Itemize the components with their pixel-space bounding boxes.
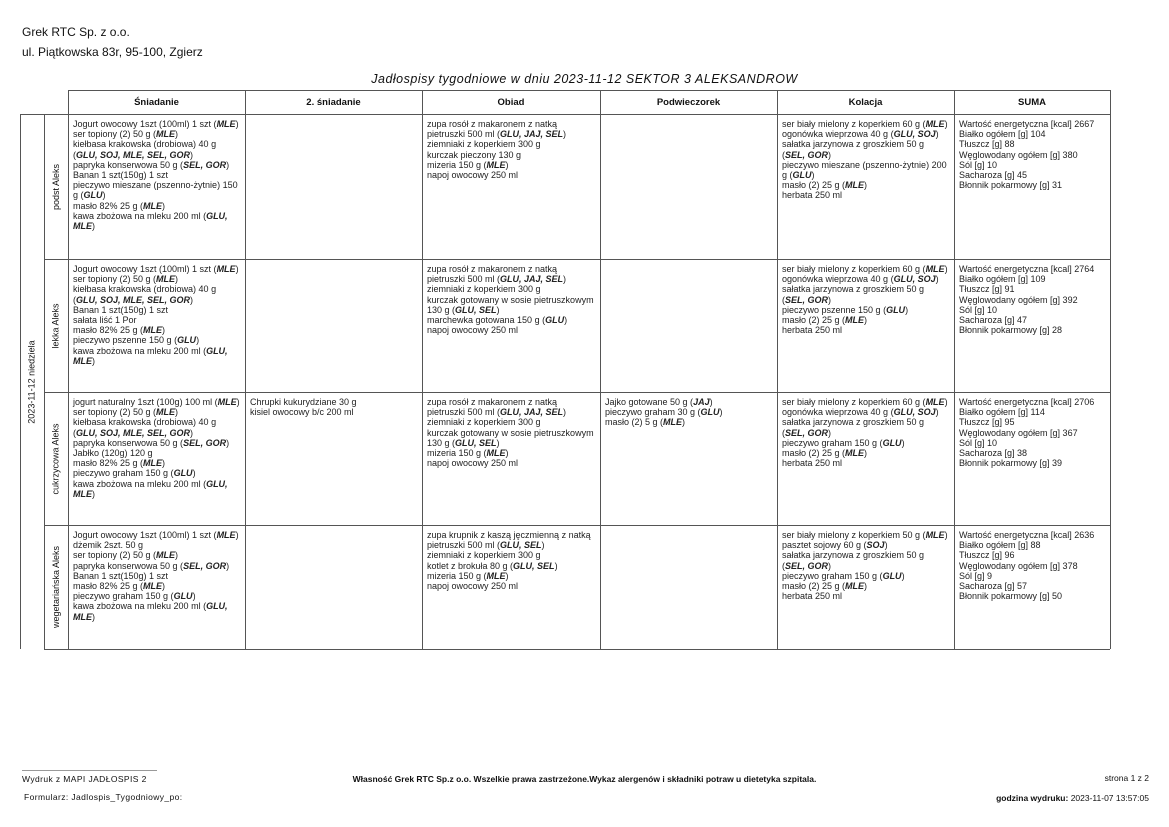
nutrition-value: Błonnik pokarmowy [g] 28 bbox=[959, 325, 1063, 336]
company-address: ul. Piątkowska 83r, 95-100, Zgierz bbox=[22, 45, 203, 59]
menu-item: sałatka jarzynowa z groszkiem 50 g (SEL, GOR) bbox=[782, 284, 925, 305]
cell-breakfast bbox=[68, 259, 245, 392]
allergen-codes: MLE bbox=[845, 180, 865, 191]
allergen-codes: MLE bbox=[217, 397, 237, 407]
column-header-lunch: Obiad bbox=[497, 96, 525, 108]
menu-item: kurczak gotowany w sosie pietruszkowym 130 g (GLU, SEL) bbox=[427, 294, 594, 315]
menu-item: Jabłko (120g) 120 g bbox=[73, 448, 153, 459]
menu-item: mizeria 150 g (MLE) bbox=[427, 159, 509, 170]
menu-item: Jajko gotowane 50 g (JAJ) bbox=[605, 397, 713, 407]
menu-item: ser biały mielony z koperkiem 60 g (MLE) bbox=[782, 264, 948, 274]
allergen-codes: MLE bbox=[925, 264, 945, 274]
menu-item: ser topiony (2) 50 g (MLE) bbox=[73, 407, 179, 418]
allergen-codes: MLE bbox=[845, 448, 865, 459]
nutrition-value: Węglowodany ogółem [g] 367 bbox=[959, 427, 1078, 438]
menu-item: napoj owocowy 250 ml bbox=[427, 458, 519, 469]
cell-second-breakfast bbox=[245, 114, 422, 259]
nutrition-value: Tłuszcz [g] 96 bbox=[959, 550, 1015, 561]
allergen-codes: SEL, GOR bbox=[785, 294, 829, 305]
allergen-codes: SEL, GOR bbox=[183, 159, 227, 170]
company-name: Grek RTC Sp. z o.o. bbox=[22, 25, 130, 39]
diet-label bbox=[44, 525, 68, 649]
cell-lunch bbox=[422, 392, 600, 525]
allergen-codes: MLE bbox=[925, 397, 945, 407]
allergen-codes: MLE bbox=[143, 325, 163, 336]
nutrition-value: Białko ogółem [g] 109 bbox=[959, 274, 1046, 285]
menu-item: masło (2) 25 g (MLE) bbox=[782, 581, 868, 592]
nutrition-value: Tłuszcz [g] 95 bbox=[959, 417, 1015, 428]
allergen-codes: GLU bbox=[83, 190, 103, 201]
allergen-codes: GLU, MLE bbox=[73, 210, 228, 232]
diet-label-text: lekka Aleks bbox=[51, 302, 61, 349]
menu-item: sałatka jarzynowa z groszkiem 50 g (SEL, GOR) bbox=[782, 139, 925, 160]
nutrition-value: Białko ogółem [g] 88 bbox=[959, 540, 1041, 551]
allergen-codes: MLE bbox=[143, 200, 163, 211]
menu-item: pieczywo graham 150 g (GLU) bbox=[73, 591, 196, 602]
nutrition-value: Sacharoza [g] 45 bbox=[959, 170, 1028, 181]
allergen-codes: GLU, SOJ bbox=[893, 274, 936, 285]
menu-item: zupa rosół z makaronem z natką pietruszki 500 ml (GLU, JAJ, SEL) bbox=[427, 119, 567, 140]
nutrition-value: Węglowodany ogółem [g] 380 bbox=[959, 149, 1078, 160]
diet-label bbox=[44, 114, 68, 259]
menu-item: ogonówka wieprzowa 40 g (GLU, SOJ) bbox=[782, 274, 939, 285]
allergen-codes: GLU, JAJ, SEL bbox=[500, 407, 564, 418]
allergen-codes: GLU, JAJ, SEL bbox=[500, 129, 564, 140]
table-grid-line bbox=[1110, 90, 1111, 649]
cell-afternoon-snack bbox=[600, 392, 777, 525]
menu-item: kawa zbożowa na mleku 200 ml (GLU, MLE) bbox=[73, 601, 228, 622]
cell-lunch bbox=[422, 114, 600, 259]
menu-item: ser biały mielony z koperkiem 50 g (MLE) bbox=[782, 530, 948, 540]
menu-item: Jogurt owocowy 1szt (100ml) 1 szt (MLE) bbox=[73, 264, 239, 274]
column-header-breakfast: Śniadanie bbox=[134, 96, 179, 108]
nutrition-value: Sól [g] 10 bbox=[959, 159, 998, 170]
allergen-codes: SOJ bbox=[866, 540, 885, 551]
menu-item: napoj owocowy 250 ml bbox=[427, 581, 519, 592]
menu-item: mizeria 150 g (MLE) bbox=[427, 570, 509, 581]
cell-afternoon-snack bbox=[600, 259, 777, 392]
cell-afternoon-snack bbox=[600, 525, 777, 649]
cell-afternoon-snack bbox=[600, 114, 777, 259]
menu-item: ser topiony (2) 50 g (MLE) bbox=[73, 274, 179, 285]
menu-item: Banan 1 szt(150g) 1 szt bbox=[73, 170, 169, 181]
nutrition-value: Sacharoza [g] 47 bbox=[959, 315, 1028, 326]
menu-item: pieczywo graham 30 g (GLU) bbox=[605, 407, 723, 418]
allergen-codes: SEL, GOR bbox=[183, 437, 227, 448]
menu-item: ogonówka wieprzowa 40 g (GLU, SOJ) bbox=[782, 129, 939, 140]
allergen-codes: SEL, GOR bbox=[785, 560, 829, 571]
allergen-codes: GLU, MLE bbox=[73, 601, 228, 622]
menu-item: zupa rosół z makaronem z natką pietruszki 500 ml (GLU, JAJ, SEL) bbox=[427, 264, 567, 285]
nutrition-value: Sól [g] 10 bbox=[959, 437, 998, 448]
cell-second-breakfast bbox=[245, 525, 422, 649]
diet-label-text: wegetariańska Aleks bbox=[51, 545, 62, 629]
nutrition-value: Sól [g] 9 bbox=[959, 570, 993, 581]
allergen-codes: GLU bbox=[792, 170, 812, 181]
nutrition-value: Białko ogółem [g] 104 bbox=[959, 129, 1046, 140]
allergen-codes: GLU bbox=[177, 335, 197, 346]
menu-item: Chrupki kukurydziane 30 g bbox=[250, 397, 357, 407]
menu-item: Banan 1 szt(150g) 1 szt bbox=[73, 570, 169, 581]
allergen-codes: MLE bbox=[143, 581, 163, 592]
menu-item: ziemniaki z koperkiem 300 g bbox=[427, 284, 541, 295]
cell-dinner bbox=[777, 392, 954, 525]
nutrition-value: Błonnik pokarmowy [g] 39 bbox=[959, 458, 1063, 469]
allergen-codes: GLU, SEL bbox=[513, 560, 555, 571]
menu-item: masło (2) 25 g (MLE) bbox=[782, 315, 868, 326]
menu-item: ziemniaki z koperkiem 300 g bbox=[427, 550, 541, 561]
printed-by: Wydruk z MAPI JADŁOSPIS 2 bbox=[22, 774, 147, 784]
cell-lunch bbox=[422, 525, 600, 649]
nutrition-value: Wartość energetyczna [kcal] 2636 bbox=[959, 530, 1095, 540]
menu-item: kurczak gotowany w sosie pietruszkowym 130 g (GLU, SEL) bbox=[427, 427, 594, 448]
allergen-codes: GLU bbox=[700, 407, 720, 418]
nutrition-value: Wartość energetyczna [kcal] 2667 bbox=[959, 119, 1095, 129]
column-header-second-breakfast: 2. śniadanie bbox=[306, 96, 361, 108]
page-title: Jadłospisy tygodniowe w dniu 2023-11-12 SEKTOR 3 ALEKSANDROW bbox=[371, 72, 798, 86]
cell-breakfast bbox=[68, 114, 245, 259]
menu-item: masło (2) 5 g (MLE) bbox=[605, 417, 686, 428]
cell-second-breakfast bbox=[245, 259, 422, 392]
menu-item: napoj owocowy 250 ml bbox=[427, 325, 519, 336]
cell-sum bbox=[954, 392, 1110, 525]
menu-item: masło 82% 25 g (MLE) bbox=[73, 325, 166, 336]
diet-label bbox=[44, 259, 68, 392]
menu-item: pieczywo mieszane (pszenno-żytnie) 150 g (GLU) bbox=[73, 180, 238, 201]
menu-item: napoj owocowy 250 ml bbox=[427, 170, 519, 181]
menu-item: kiełbasa krakowska (drobiowa) 40 g (GLU, SOJ, MLE, SEL, GOR) bbox=[73, 417, 217, 438]
cell-breakfast bbox=[68, 392, 245, 525]
allergen-codes: GLU, SOJ, MLE, SEL, GOR bbox=[76, 294, 191, 305]
allergen-codes: GLU, SOJ, MLE, SEL, GOR bbox=[76, 427, 191, 438]
menu-item: papryka konserwowa 50 g (SEL, GOR) bbox=[73, 560, 230, 571]
allergen-codes: GLU bbox=[173, 591, 193, 602]
menu-item: masło (2) 25 g (MLE) bbox=[782, 448, 868, 459]
cell-sum bbox=[954, 525, 1110, 649]
nutrition-value: Tłuszcz [g] 88 bbox=[959, 139, 1015, 150]
menu-item: kawa zbożowa na mleku 200 ml (GLU, MLE) bbox=[73, 478, 228, 499]
menu-item: kiełbasa krakowska (drobiowa) 40 g (GLU, SOJ, MLE, SEL, GOR) bbox=[73, 139, 217, 160]
menu-item: dżemik 2szt. 50 g bbox=[73, 540, 144, 551]
allergen-codes: JAJ bbox=[693, 397, 710, 407]
menu-item: kawa zbożowa na mleku 200 ml (GLU, MLE) bbox=[73, 210, 228, 232]
menu-item: zupa rosół z makaronem z natką pietruszki 500 ml (GLU, JAJ, SEL) bbox=[427, 397, 567, 418]
menu-item: pieczywo graham 150 g (GLU) bbox=[782, 570, 905, 581]
menu-item: ziemniaki z koperkiem 300 g bbox=[427, 139, 541, 150]
cell-sum bbox=[954, 259, 1110, 392]
page-number: strona 1 z 2 bbox=[1104, 773, 1149, 783]
print-time-value: 2023-11-07 13:57:05 bbox=[1070, 793, 1149, 803]
menu-item: herbata 250 ml bbox=[782, 190, 843, 201]
allergen-codes: MLE bbox=[216, 530, 236, 540]
column-header-sum: SUMA bbox=[1018, 96, 1046, 108]
nutrition-value: Węglowodany ogółem [g] 392 bbox=[959, 294, 1078, 305]
nutrition-value: Węglowodany ogółem [g] 378 bbox=[959, 560, 1078, 571]
allergen-codes: GLU, SEL bbox=[455, 437, 497, 448]
allergen-codes: MLE bbox=[156, 274, 176, 285]
menu-item: mizeria 150 g (MLE) bbox=[427, 448, 509, 459]
menu-item: kawa zbożowa na mleku 200 ml (GLU, MLE) bbox=[73, 345, 228, 366]
allergen-codes: MLE bbox=[143, 458, 163, 469]
diet-label bbox=[44, 392, 68, 525]
menu-item: ziemniaki z koperkiem 300 g bbox=[427, 417, 541, 428]
menu-item: ser topiony (2) 50 g (MLE) bbox=[73, 550, 179, 561]
menu-item: Banan 1 szt(150g) 1 szt bbox=[73, 304, 169, 315]
menu-item: masło 82% 25 g (MLE) bbox=[73, 200, 166, 211]
menu-item: masło (2) 25 g (MLE) bbox=[782, 180, 868, 191]
menu-item: sałatka jarzynowa z groszkiem 50 g (SEL, GOR) bbox=[782, 550, 925, 571]
menu-item: ogonówka wieprzowa 40 g (GLU, SOJ) bbox=[782, 407, 939, 418]
nutrition-value: Sacharoza [g] 38 bbox=[959, 448, 1028, 459]
print-time-label: godzina wydruku: bbox=[996, 793, 1069, 803]
footer-divider bbox=[22, 770, 157, 771]
menu-item: herbata 250 ml bbox=[782, 591, 843, 602]
date-label-text: 2023-11-12 niedziela bbox=[27, 339, 37, 424]
allergen-codes: GLU bbox=[882, 570, 902, 581]
menu-item: kotlet z brokuła 80 g (GLU, SEL) bbox=[427, 560, 558, 571]
menu-item: marchewka gotowana 150 g (GLU) bbox=[427, 315, 568, 326]
cell-dinner bbox=[777, 259, 954, 392]
menu-item: pieczywo pszenne 150 g (GLU) bbox=[782, 304, 909, 315]
nutrition-value: Tłuszcz [g] 91 bbox=[959, 284, 1015, 295]
menu-item: papryka konserwowa 50 g (SEL, GOR) bbox=[73, 159, 230, 170]
allergen-codes: SEL, GOR bbox=[183, 560, 227, 571]
diet-label-text: podst Aleks bbox=[51, 163, 61, 210]
allergen-codes: MLE bbox=[486, 570, 506, 581]
nutrition-value: Białko ogółem [g] 114 bbox=[959, 407, 1045, 418]
cell-dinner bbox=[777, 525, 954, 649]
allergen-codes: GLU, SOJ bbox=[893, 129, 936, 140]
menu-table bbox=[20, 90, 1110, 649]
allergen-codes: GLU, SEL bbox=[455, 304, 497, 315]
menu-item: Jogurt owocowy 1szt (100ml) 1 szt (MLE) bbox=[73, 530, 239, 540]
copyright-notice: Własność Grek RTC Sp.z o.o. Wszelkie prawa zastrzeżone.Wykaz alergenów i składniki potraw u dietetyka szpitala. bbox=[352, 774, 817, 784]
allergen-codes: MLE bbox=[925, 119, 945, 129]
allergen-codes: GLU bbox=[173, 468, 193, 479]
allergen-codes: SEL, GOR bbox=[785, 427, 829, 438]
cell-dinner bbox=[777, 114, 954, 259]
allergen-codes: SEL, GOR bbox=[785, 149, 829, 160]
menu-item: herbata 250 ml bbox=[782, 325, 843, 336]
menu-item: pieczywo graham 150 g (GLU) bbox=[782, 437, 905, 448]
menu-item: kiełbasa krakowska (drobiowa) 40 g (GLU, SOJ, MLE, SEL, GOR) bbox=[73, 284, 217, 305]
allergen-codes: MLE bbox=[925, 530, 945, 540]
allergen-codes: GLU bbox=[545, 315, 565, 326]
allergen-codes: MLE bbox=[663, 417, 683, 428]
allergen-codes: MLE bbox=[845, 581, 865, 592]
menu-item: kisiel owocowy b/c 200 ml bbox=[250, 407, 354, 418]
form-name: Formularz: Jadlospis_Tygodniowy_po: bbox=[24, 792, 183, 802]
allergen-codes: MLE bbox=[156, 129, 176, 140]
menu-item: Jogurt owocowy 1szt (100ml) 1 szt (MLE) bbox=[73, 119, 239, 129]
allergen-codes: GLU bbox=[886, 304, 906, 315]
menu-item: herbata 250 ml bbox=[782, 458, 843, 469]
column-header-afternoon-snack: Podwieczorek bbox=[656, 96, 721, 108]
menu-item: pieczywo pszenne 150 g (GLU) bbox=[73, 335, 200, 346]
allergen-codes: GLU, JAJ, SEL bbox=[500, 274, 564, 285]
column-header-dinner: Kolacja bbox=[848, 96, 883, 108]
cell-sum bbox=[954, 114, 1110, 259]
menu-item: ser biały mielony z koperkiem 60 g (MLE) bbox=[782, 397, 948, 407]
allergen-codes: GLU, SEL bbox=[500, 540, 542, 551]
menu-item: sałatka jarzynowa z groszkiem 50 g (SEL, GOR) bbox=[782, 417, 925, 438]
cell-second-breakfast bbox=[245, 392, 422, 525]
allergen-codes: GLU, SOJ bbox=[893, 407, 936, 418]
allergen-codes: MLE bbox=[486, 448, 506, 459]
diet-label-text: cukrzycowa Aleks bbox=[51, 422, 61, 495]
allergen-codes: MLE bbox=[156, 407, 176, 418]
nutrition-value: Wartość energetyczna [kcal] 2764 bbox=[959, 264, 1095, 274]
menu-item: masło 82% 25 g (MLE) bbox=[73, 458, 166, 469]
allergen-codes: GLU, MLE bbox=[73, 478, 228, 499]
nutrition-value: Błonnik pokarmowy [g] 50 bbox=[959, 591, 1063, 602]
allergen-codes: GLU bbox=[882, 437, 902, 448]
table-grid-line bbox=[44, 649, 1110, 650]
allergen-codes: MLE bbox=[486, 159, 506, 170]
menu-item: pieczywo graham 150 g (GLU) bbox=[73, 468, 196, 479]
date-label bbox=[20, 114, 44, 649]
print-time bbox=[996, 793, 1149, 803]
menu-item: masło 82% 25 g (MLE) bbox=[73, 581, 166, 592]
cell-breakfast bbox=[68, 525, 245, 649]
menu-item: sałata liść 1 Por bbox=[73, 315, 137, 326]
allergen-codes: MLE bbox=[156, 550, 176, 561]
menu-item: papryka konserwowa 50 g (SEL, GOR) bbox=[73, 437, 230, 448]
menu-item: zupa krupnik z kaszą jęczmienną z natką pietruszki 500 ml (GLU, SEL) bbox=[427, 530, 591, 551]
allergen-codes: GLU, MLE bbox=[73, 345, 228, 366]
nutrition-value: Sacharoza [g] 57 bbox=[959, 581, 1028, 592]
allergen-codes: MLE bbox=[216, 119, 236, 129]
menu-item: pasztet sojowy 60 g (SOJ) bbox=[782, 540, 888, 551]
menu-item: kurczak pieczony 130 g bbox=[427, 149, 522, 160]
nutrition-value: Sól [g] 10 bbox=[959, 304, 998, 315]
menu-item: ser biały mielony z koperkiem 60 g (MLE) bbox=[782, 119, 948, 129]
cell-lunch bbox=[422, 259, 600, 392]
nutrition-value: Wartość energetyczna [kcal] 2706 bbox=[959, 397, 1095, 407]
allergen-codes: MLE bbox=[845, 315, 865, 326]
menu-item: pieczywo mieszane (pszenno-żytnie) 200 g (GLU) bbox=[782, 159, 947, 181]
menu-item: ser topiony (2) 50 g (MLE) bbox=[73, 129, 179, 140]
allergen-codes: MLE bbox=[216, 264, 236, 274]
nutrition-value: Błonnik pokarmowy [g] 31 bbox=[959, 180, 1063, 191]
menu-item: jogurt naturalny 1szt (100g) 100 ml (MLE) bbox=[73, 397, 240, 407]
allergen-codes: GLU, SOJ, MLE, SEL, GOR bbox=[76, 149, 191, 160]
